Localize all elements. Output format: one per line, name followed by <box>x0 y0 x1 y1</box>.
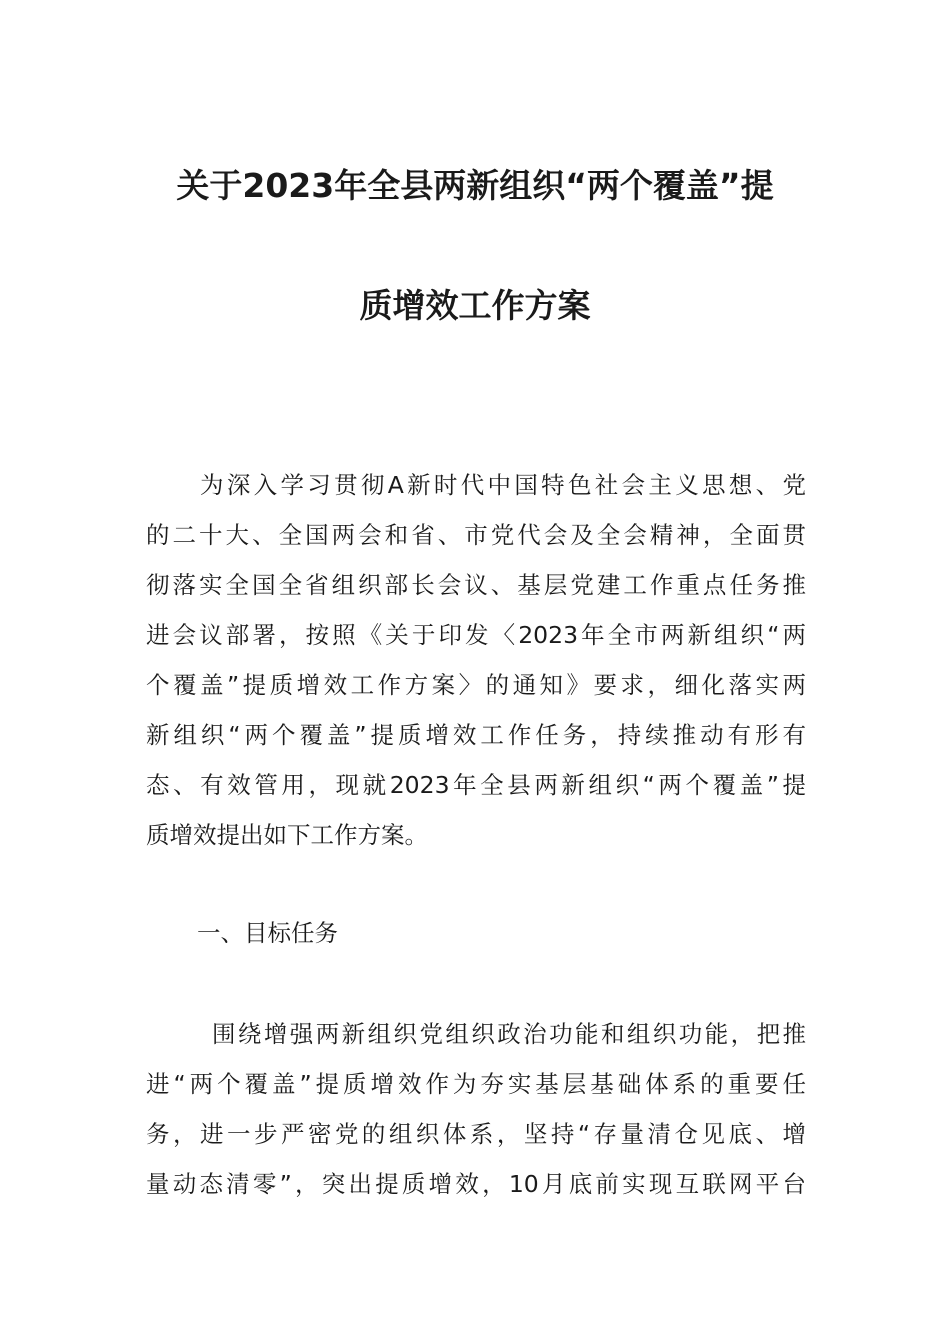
section-heading-objectives: 一、目标任务 <box>197 919 338 947</box>
paragraph2-line-3: 务，进一步严密党的组织体系，坚持“存量清仓见底、增 <box>146 1120 806 1148</box>
paragraph1-line-3: 彻落实全国全省组织部长会议、基层党建工作重点任务推 <box>146 571 806 599</box>
document-title-line-2: 质增效工作方案 <box>359 286 591 325</box>
paragraph1-line-5: 个覆盖”提质增效工作方案〉的通知》要求，细化落实两 <box>146 671 806 699</box>
paragraph2-line-1: 围绕增强两新组织党组织政治功能和组织功能，把推 <box>212 1020 806 1048</box>
paragraph1-line-7: 态、有效管用，现就2023年全县两新组织“两个覆盖”提 <box>146 771 806 799</box>
paragraph2-line-2: 进“两个覆盖”提质增效作为夯实基层基础体系的重要任 <box>146 1070 806 1098</box>
paragraph1-line-1: 为深入学习贯彻A新时代中国特色社会主义思想、党 <box>200 471 806 499</box>
paragraph1-line-2: 的二十大、全国两会和省、市党代会及全会精神，全面贯 <box>146 521 806 549</box>
paragraph1-line-4: 进会议部署，按照《关于印发〈2023年全市两新组织“两 <box>146 621 806 649</box>
paragraph1-line-8: 质增效提出如下工作方案。 <box>146 821 428 849</box>
paragraph1-line-6: 新组织“两个覆盖”提质增效工作任务，持续推动有形有 <box>146 721 806 749</box>
document-title-line-1: 关于2023年全县两新组织“两个覆盖”提 <box>176 166 774 205</box>
paragraph2-line-4: 量动态清零”，突出提质增效，10月底前实现互联网平台 <box>146 1170 806 1198</box>
